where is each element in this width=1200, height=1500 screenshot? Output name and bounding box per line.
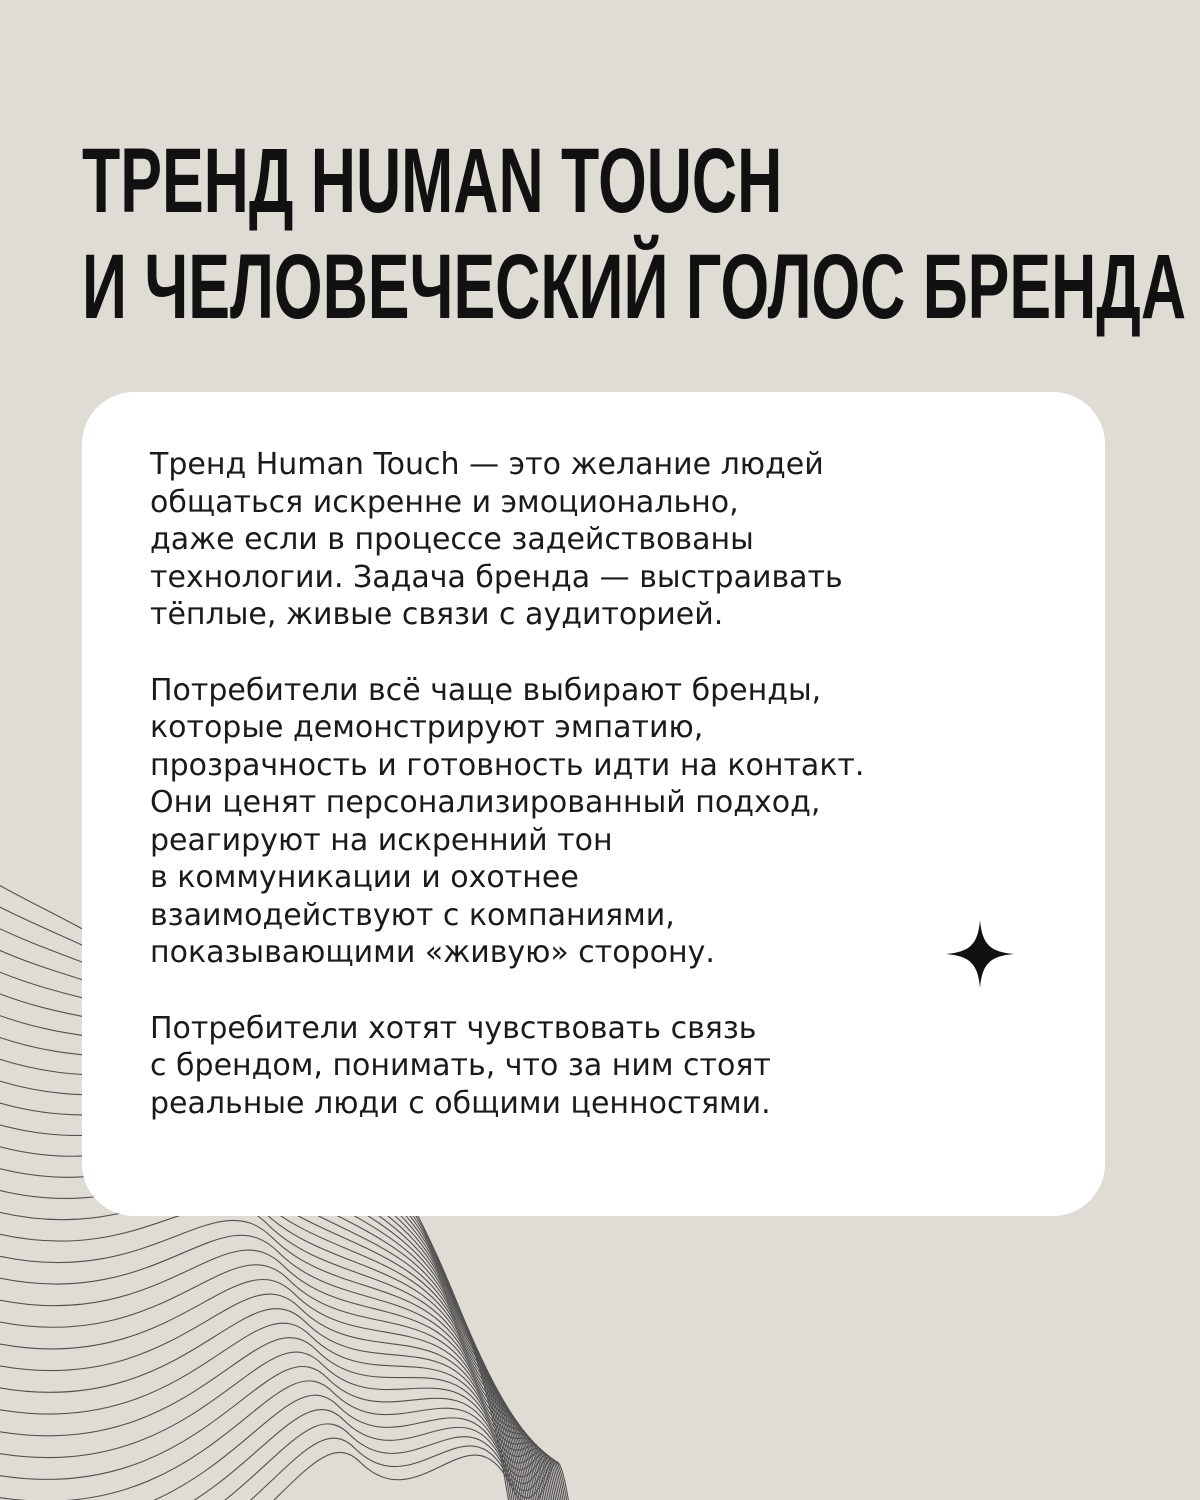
paragraph-intro: Тренд Human Touch — это желание людей общаться искренне и эмоционально, даже если в процессе задействованы технологии. Задача бренда — выстраивать тёплые, живые связи с аудиторией. bbox=[150, 447, 843, 632]
text-card bbox=[82, 392, 1105, 1216]
title-line-2: И ЧЕЛОВЕЧЕСКИЙ ГОЛОС БРЕНДА bbox=[82, 236, 1187, 338]
title-line-1: ТРЕНД HUMAN TOUCH bbox=[82, 130, 783, 232]
paragraph-consumers: Потребители всё чаще выбирают бренды, которые демонстрируют эмпатию, прозрачность и готовность идти на контакт. Они ценят персонализированный подход, реагируют на искренний тон в коммуникации и охотнее взаимодействуют с компаниями, показывающими «живую» сторону. bbox=[150, 672, 865, 970]
sparkle-icon bbox=[944, 918, 1016, 990]
paragraph-connection: Потребители хотят чувствовать связь с брендом, понимать, что за ним стоят реальные люди с общими ценностями. bbox=[150, 1010, 771, 1121]
page-title bbox=[82, 128, 1186, 340]
